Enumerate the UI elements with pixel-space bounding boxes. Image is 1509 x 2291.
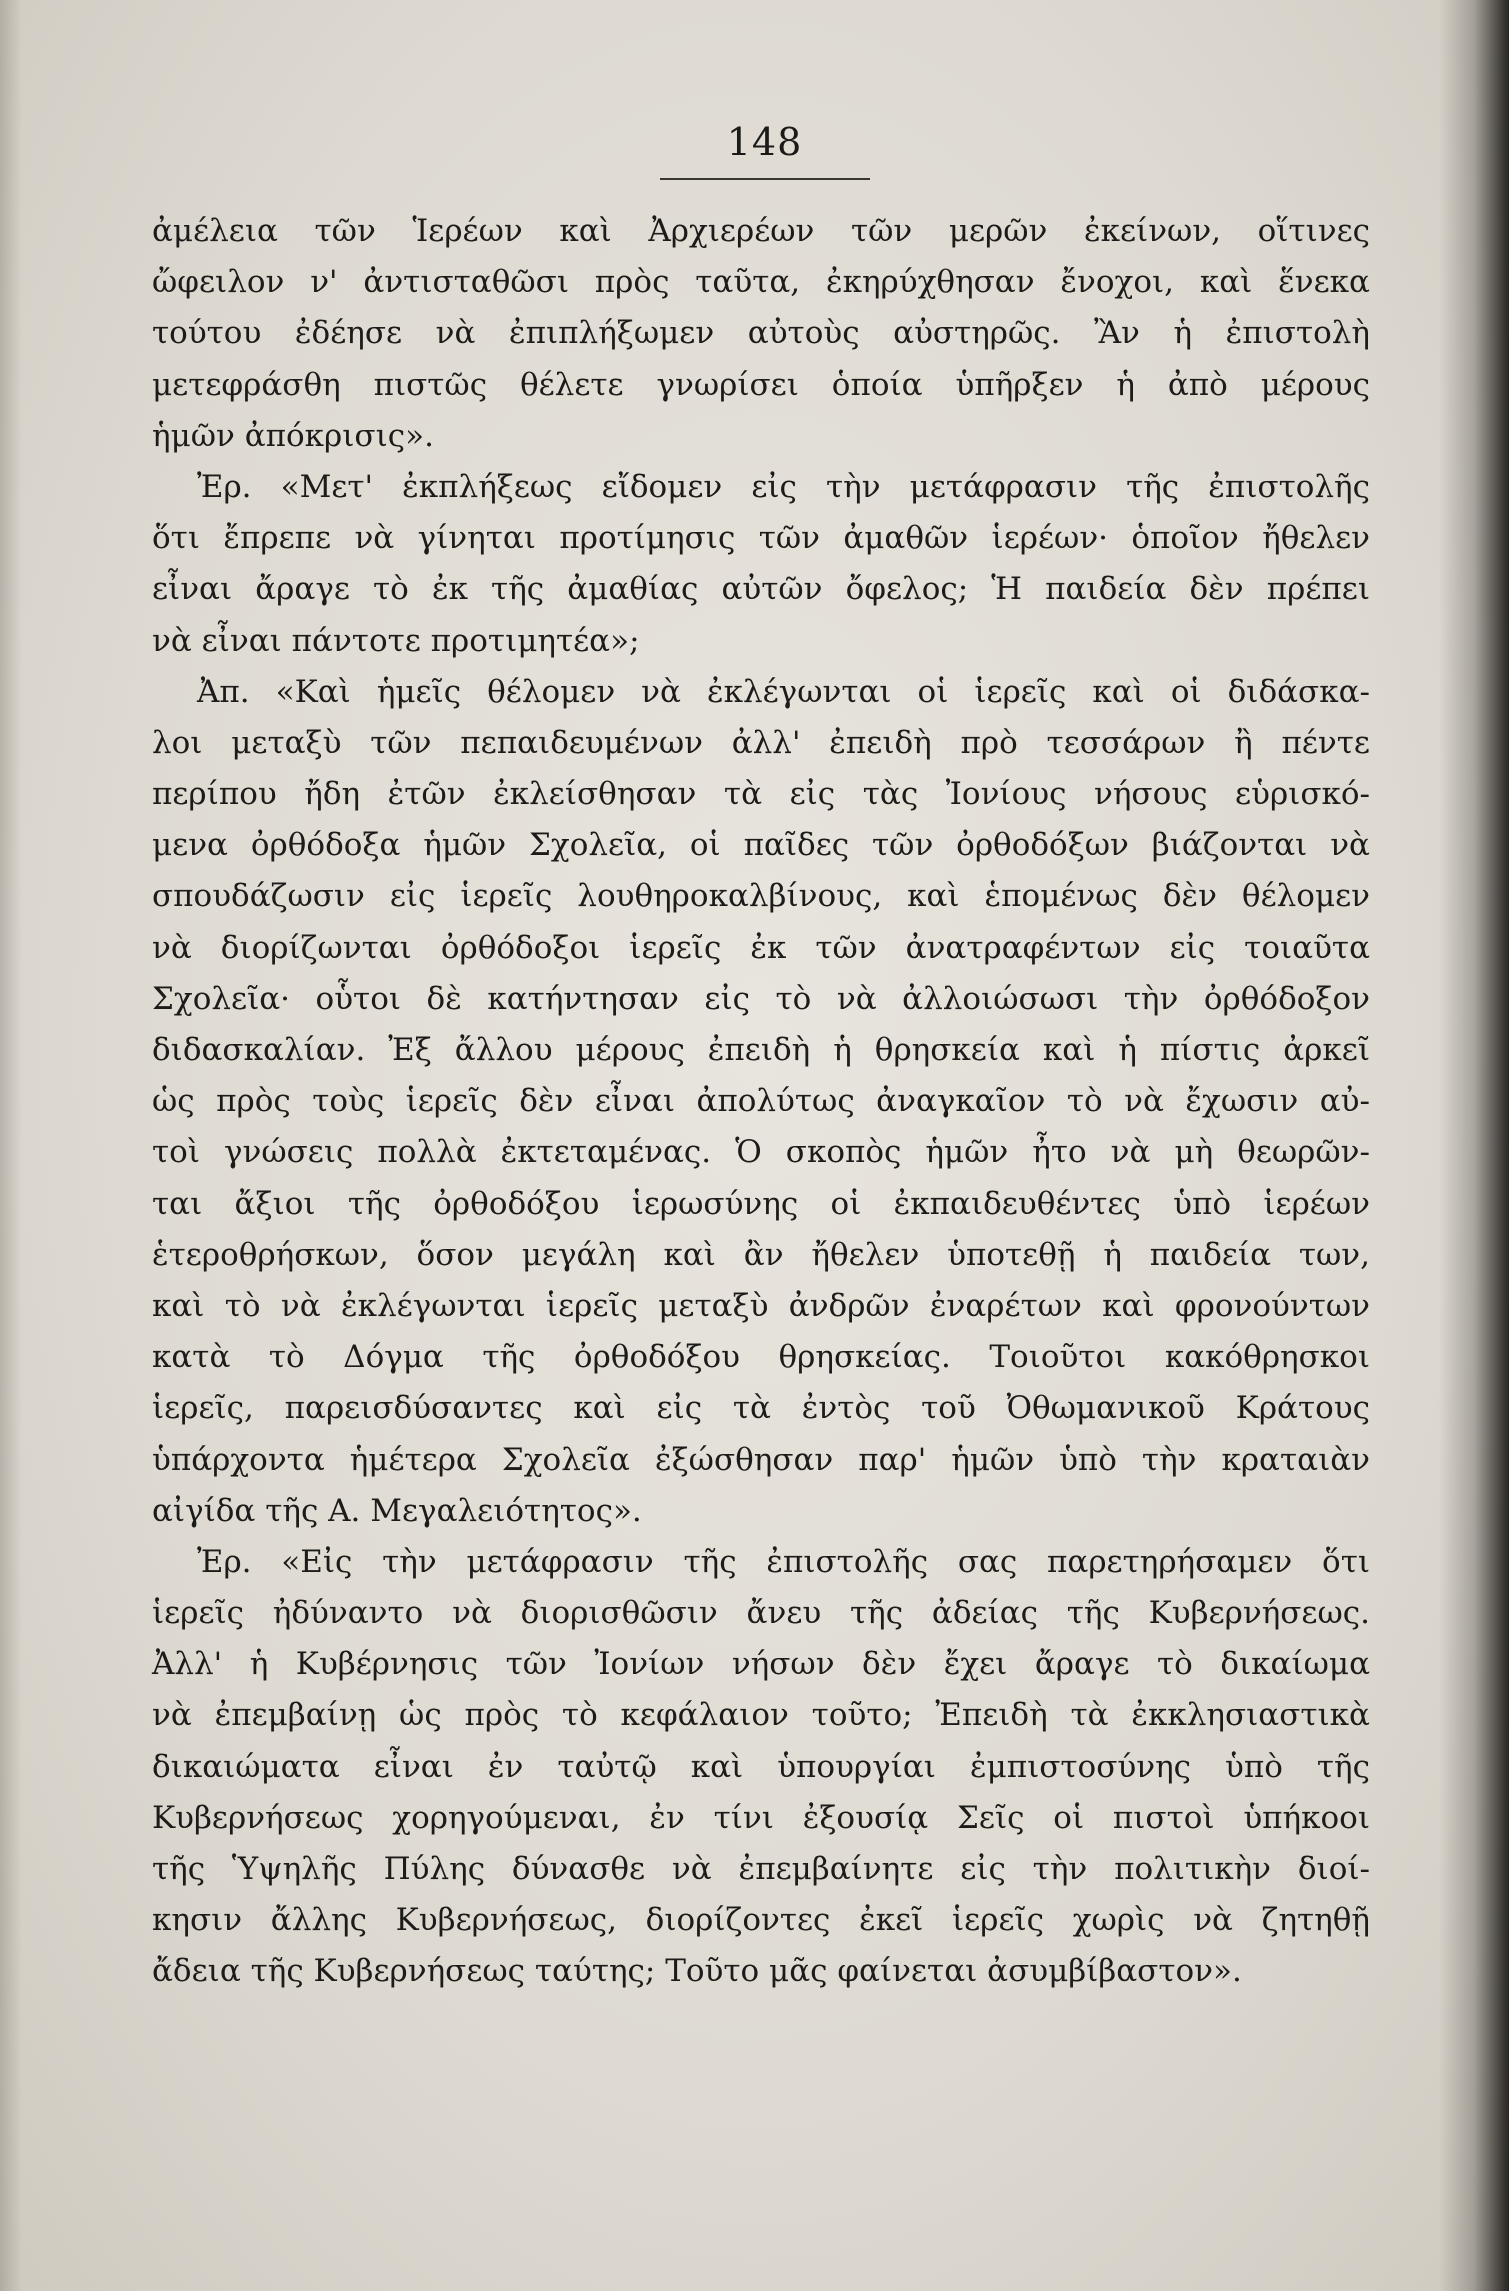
text-line: Σχολεῖα· οὗτοι δὲ κατήντησαν εἰς τὸ νὰ ἀλλοιώσωσι τὴν ὀρθόδοξον [152, 980, 1370, 1017]
page-left-edge [0, 0, 22, 2291]
text-line: νὰ διορίζωνται ὀρθόδοξοι ἱερεῖς ἐκ τῶν ἀνατραφέντων εἰς τοιαῦτα [152, 929, 1370, 966]
text-line: Ἐρ. «Εἰς τὴν μετάφρασιν τῆς ἐπιστολῆς σας παρετηρήσαμεν ὅτι [197, 1543, 1370, 1580]
text-line: τῆς Ὑψηλῆς Πύλης δύνασθε νὰ ἐπεμβαίνητε εἰς τὴν πολιτικὴν διοί- [152, 1851, 1370, 1887]
text-line: ὡς πρὸς τοὺς ἱερεῖς δὲν εἶναι ἀπολύτως ἀναγκαῖον τὸ νὰ ἔχωσιν αὐ- [152, 1083, 1370, 1120]
text-line: τούτου ἐδέησε νὰ ἐπιπλήξωμεν αὐτοὺς αὐστηρῶς. Ἂν ἡ ἐπιστολὴ [152, 315, 1370, 352]
body-text [152, 206, 1370, 1998]
text-line: ἡμῶν ἀπόκρισις». [152, 417, 434, 454]
text-line: δικαιώματα εἶναι ἐν ταὐτῷ καὶ ὑπουργίαι ἐμπιστοσύνης ὑπὸ τῆς [152, 1748, 1370, 1785]
text-line: Ἀλλ' ἡ Κυβέρνησις τῶν Ἰονίων νήσων δὲν ἔχει ἄραγε τὸ δικαίωμα [152, 1646, 1370, 1683]
text-line: ἱερεῖς ἠδύναντο νὰ διορισθῶσιν ἄνευ τῆς ἀδείας τῆς Κυβερνήσεως. [152, 1595, 1370, 1632]
text-line: λοι μεταξὺ τῶν πεπαιδευμένων ἀλλ' ἐπειδὴ πρὸ τεσσάρων ἢ πέντε [152, 724, 1370, 761]
text-line: ἑτεροθρήσκων, ὅσον μεγάλη καὶ ἂν ἤθελεν ὑποτεθῇ ἡ παιδεία των, [152, 1236, 1370, 1273]
text-line: κατὰ τὸ Δόγμα τῆς ὀρθοδόξου θρησκείας. Τοιοῦτοι κακόθρησκοι [152, 1339, 1370, 1376]
page-number-text: 148 [726, 120, 803, 164]
header-rule [660, 178, 870, 180]
text-line: μενα ὀρθόδοξα ἡμῶν Σχολεῖα, οἱ παῖδες τῶν ὀρθοδόξων βιάζονται νὰ [152, 827, 1370, 864]
text-line: περίπου ἤδη ἐτῶν ἐκλείσθησαν τὰ εἰς τὰς Ἰονίους νήσους εὑρισκό- [152, 776, 1370, 813]
text-line: ὑπάρχοντα ἡμέτερα Σχολεῖα ἐξώσθησαν παρ' ἡμῶν ὑπὸ τὴν κραταιὰν [152, 1441, 1370, 1478]
text-line: ὅτι ἔπρεπε νὰ γίνηται προτίμησις τῶν ἀμαθῶν ἱερέων· ὁποῖον ἤθελεν [152, 520, 1370, 557]
text-line: εἶναι ἄραγε τὸ ἐκ τῆς ἀμαθίας αὐτῶν ὄφελος; Ἡ παιδεία δὲν πρέπει [152, 571, 1370, 608]
text-line: αἰγίδα τῆς Α. Μεγαλειότητος». [152, 1492, 642, 1529]
text-line: Ἀπ. «Καὶ ἡμεῖς θέλομεν νὰ ἐκλέγωνται οἱ ἱερεῖς καὶ οἱ διδάσκα- [197, 673, 1370, 710]
text-line: καὶ τὸ νὰ ἐκλέγωνται ἱερεῖς μεταξὺ ἀνδρῶν ἐναρέτων καὶ φρονούντων [152, 1287, 1370, 1324]
text-line: ἄδεια τῆς Κυβερνήσεως ταύτης; Τοῦτο μᾶς φαίνεται ἀσυμβίβαστον». [152, 1953, 1242, 1990]
text-line: ἱερεῖς, παρεισδύσαντες καὶ εἰς τὰ ἐντὸς τοῦ Ὀθωμανικοῦ Κράτους [152, 1390, 1370, 1427]
text-line: νὰ εἶναι πάντοτε προτιμητέα»; [152, 622, 640, 659]
text-line: ἀμέλεια τῶν Ἱερέων καὶ Ἀρχιερέων τῶν μερῶν ἐκείνων, οἵτινες [152, 213, 1370, 249]
text-line: Κυβερνήσεως χορηγούμεναι, ἐν τίνι ἐξουσίᾳ Σεῖς οἱ πιστοὶ ὑπήκοοι [152, 1799, 1370, 1836]
page-number [0, 120, 1509, 170]
book-spine-shadow [1439, 0, 1509, 2291]
text-line: νὰ ἐπεμβαίνῃ ὡς πρὸς τὸ κεφάλαιον τοῦτο; Ἐπειδὴ τὰ ἐκκλησιαστικὰ [152, 1697, 1370, 1734]
text-line: διδασκαλίαν. Ἐξ ἄλλου μέρους ἐπειδὴ ἡ θρησκεία καὶ ἡ πίστις ἀρκεῖ [152, 1032, 1370, 1068]
text-line: ται ἄξιοι τῆς ὀρθοδόξου ἱερωσύνης οἱ ἐκπαιδευθέντες ὑπὸ ἱερέων [152, 1185, 1370, 1222]
text-line: τοὶ γνώσεις πολλὰ ἐκτεταμένας. Ὁ σκοπὸς ἡμῶν ἦτο νὰ μὴ θεωρῶν- [152, 1134, 1370, 1171]
text-line: Ἐρ. «Μετ' ἐκπλήξεως εἴδομεν εἰς τὴν μετάφρασιν τῆς ἐπιστολῆς [197, 468, 1370, 505]
text-line: κησιν ἄλλης Κυβερνήσεως, διορίζοντες ἐκεῖ ἱερεῖς χωρὶς νὰ ζητηθῇ [152, 1902, 1370, 1939]
text-line: μετεφράσθη πιστῶς θέλετε γνωρίσει ὁποία ὑπῆρξεν ἡ ἀπὸ μέρους [152, 366, 1370, 403]
text-line: σπουδάζωσιν εἰς ἱερεῖς λουθηροκαλβίνους, καὶ ἑπομένως δὲν θέλομεν [152, 878, 1370, 915]
text-line: ὤφειλον ν' ἀντισταθῶσι πρὸς ταῦτα, ἐκηρύχθησαν ἔνοχοι, καὶ ἕνεκα [152, 264, 1370, 301]
